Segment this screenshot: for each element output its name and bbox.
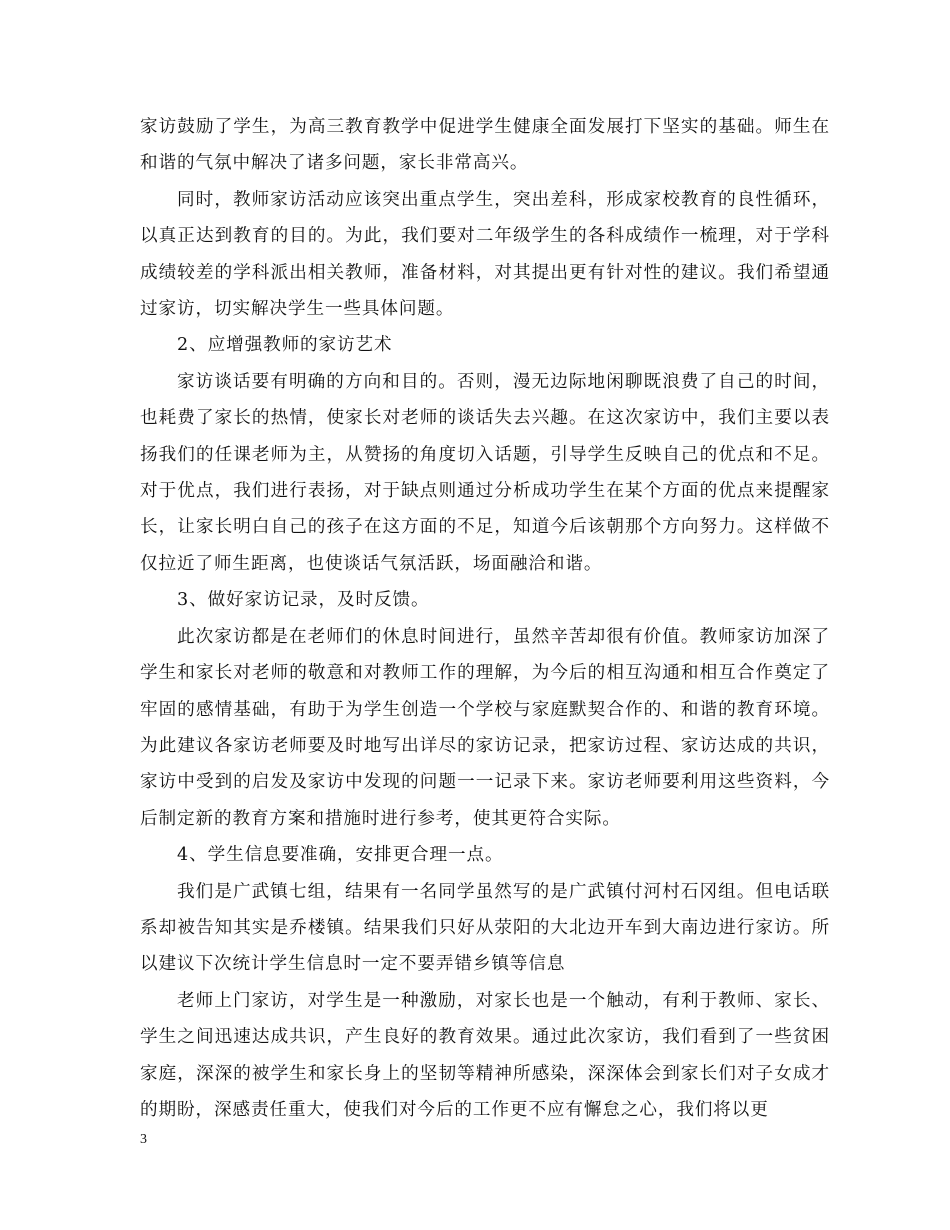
- document-body: [140, 109, 830, 1128]
- section-heading-3: 3、做好家访记录，及时反馈。: [177, 590, 430, 611]
- paragraph-1: 家访鼓励了学生，为高三教育教学中促进学生健康全面发展打下坚实的基础。师生在和谐的气氛中解决了诸多问题，家长非常高兴。: [140, 117, 830, 174]
- paragraph-2: 同时，教师家访活动应该突出重点学生，突出差科，形成家校教育的良性循环，以真正达到教育的目的。为此，我们要对二年级学生的各科成绩作一梳理，对于学科成绩较差的学科派出相关教师，准备材料，对其提出更有针对性的建议。我们希望通过家访，切实解决学生一些具体问题。: [140, 189, 830, 320]
- paragraph-3: 家访谈话要有明确的方向和目的。否则，漫无边际地闲聊既浪费了自己的时间，也耗费了家长的热情，使家长对老师的谈话失去兴趣。在这次家访中，我们主要以表扬我们的任课老师为主，从赞扬的角度切入话题，引导学生反映自己的优点和不足。对于优点，我们进行表扬，对于缺点则通过分析成功学生在某个方面的优点来提醒家长，让家长明白自己的孩子在这方面的不足，知道今后该朝那个方向努力。这样做不仅拉近了师生距离，也使谈话气氛活跃，场面融洽和谐。: [140, 371, 830, 574]
- paragraph-4: 此次家访都是在老师们的休息时间进行，虽然辛苦却很有价值。教师家访加深了学生和家长对老师的敬意和对教师工作的理解，为今后的相互沟通和相互合作奠定了牢固的感情基础，有助于为学生创造一个学校与家庭默契合作的、和谐的教育环境。为此建议各家访老师要及时地写出详尽的家访记录，把家访过程、家访达成的共识，家访中受到的启发及家访中发现的问题一一记录下来。家访老师要利用这些资料，今后制定新的教育方案和措施时进行参考，使其更符合实际。: [140, 626, 830, 829]
- paragraph-6: 老师上门家访，对学生是一种激励，对家长也是一个触动，有利于教师、家长、学生之间迅速达成共识，产生良好的教育效果。通过此次家访，我们看到了一些贫困家庭，深深的被学生和家长身上的坚韧等精神所感染，深深体会到家长们对子女成才的期盼，深感责任重大，使我们对今后的工作更不应有懈怠之心，我们将以更: [140, 990, 830, 1120]
- section-heading-4: 4、学生信息要准确，安排更合理一点。: [177, 845, 504, 866]
- section-heading-2: 2、应增强教师的家访艺术: [177, 335, 393, 356]
- page-number: 3: [140, 1132, 147, 1147]
- paragraph-5: 我们是广武镇七组，结果有一名同学虽然写的是广武镇付河村石冈组。但电话联系却被告知其实是乔楼镇。结果我们只好从荥阳的大北边开车到大南边进行家访。所以建议下次统计学生信息时一定不要弄错乡镇等信息: [140, 881, 830, 975]
